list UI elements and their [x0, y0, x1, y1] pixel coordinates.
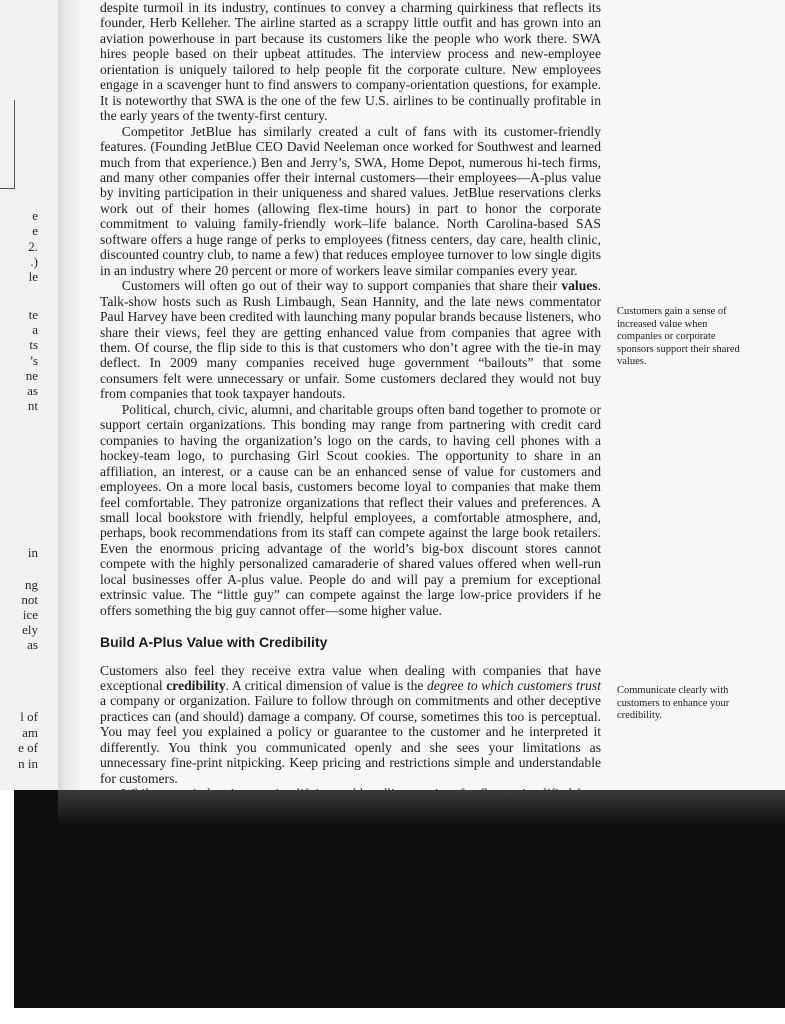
key-term-credibility: credibility [166, 678, 226, 694]
facing-fragment: ’s [29, 353, 38, 368]
text-run: Customers also feel they receive extra value when dealing with companies that have exceptional [100, 662, 601, 694]
facing-fragment: ts [29, 337, 38, 352]
paragraph [100, 663, 601, 787]
section-heading: Build A-Plus Value with Credibility [100, 634, 328, 651]
facing-fragment: a [32, 322, 38, 337]
facing-fragment: e of [18, 740, 38, 755]
facing-page-rule [0, 100, 15, 189]
facing-fragment: e [32, 223, 38, 238]
facing-fragment: ne [25, 368, 38, 383]
margin-note: Customers gain a sense of increased value when companies or corporate sponsors support their shared values. [617, 306, 740, 368]
facing-fragment: ice [22, 607, 38, 622]
facing-fragment: ng [25, 577, 38, 592]
text-run: . A critical dimension of value is the [225, 678, 427, 694]
body-text-column [100, 0, 601, 848]
key-term-values: values [561, 278, 598, 294]
scanner-shadow-edge [58, 790, 785, 824]
facing-fragment: le [28, 269, 38, 284]
facing-fragment: e [32, 208, 38, 223]
facing-fragment: ely [22, 622, 38, 637]
facing-fragment: nt [27, 398, 38, 413]
paragraph: despite turmoil in its industry, continues to convey a charming quirkiness that reflects its founder, Herb Kelleher. The airline started as a scrappy little outfit and has grown into an aviation powerhouse in part because its customers like the people who work there. SWA hires people based on their upbeat attitudes. The interview process and new-employee orientation is uniquely tailored to help people fit the corporate culture. New employees engage in a scavenger hunt to find answers to company-orientation questions, for example. It is noteworthy that SWA is the one of the few U.S. airlines to be continually profitable in the early years of the twenty-first century. [100, 0, 601, 124]
facing-fragment: te [28, 307, 38, 322]
text-run: . Talk-show hosts such as Rush Limbaugh, Sean Hannity, and the late news commentator Paul Harvey have been credited with launching many popular brands because listeners, who share their views, feel they are getting enhanced value from companies that agree with them. Of course, the flip side to this is that customers who don’t agree with the tie-in may deflect. In 2009 many companies received huge government “bailouts” that some consumers felt were unnecessary or unfair. Some customers declared they would not buy from companies that took taxpayer handouts. [100, 278, 601, 402]
text-run: Customers will often go out of their way to support companies that share their [121, 278, 562, 294]
facing-fragment: as [27, 637, 38, 652]
facing-fragment: 2. [28, 239, 38, 254]
paragraph [100, 278, 601, 402]
emphasis: degree to which customers trust [427, 678, 601, 694]
facing-fragment: n in [18, 756, 38, 771]
facing-fragment: l of [20, 709, 38, 724]
paragraph: Competitor JetBlue has similarly created a cult of fans with its customer-friendly features. (Founding JetBlue CEO David Neeleman once worked for Southwest and learned much from that experience.) Ben and Jerry’s, SWA, Home Depot, numerous hi-tech firms, and many other companies offer their internal customers—their employees—A-plus value by inviting participation in their uniqueness and shared values. JetBlue reservations clerks work out of their homes (allowing flex-time hours) in part to honor the corporate commitment to valuing family-friendly work–life balance. North Carolina-based SAS software offers a huge range of perks to employees (fitness centers, day care, health clinic, discounted country club, to name a few) that reduces employee turnover to low single digits in an industry where 20 percent or more of workers leave similar companies every year. [100, 123, 601, 278]
text-run: a company or organization. Failure to follow through on commitments and other deceptive practices can (and should) damage a company. Of course, sometimes this too is perceptual. You may feel you explained a policy or guarantee to the customer and he interpreted it differently. You think you communicated openly and she sees your limitations as unnecessary fine-print nitpicking. Keep pricing and restrictions simple and understandable for customers. [100, 693, 601, 786]
facing-fragment: am [22, 725, 38, 740]
facing-fragment: .) [30, 254, 38, 269]
facing-fragment: as [27, 383, 38, 398]
margin-note: Communicate clearly with customers to enhance your credibility. [617, 685, 730, 722]
facing-fragment: in [27, 545, 38, 560]
facing-fragment: not [21, 592, 38, 607]
book-gutter-shadow [58, 0, 82, 790]
paragraph: Political, church, civic, alumni, and charitable groups often band together to promote or support certain organizations. This bonding may range from partnering with credit card companies to having the organization’s logo on the cards, to having cell phones with a hockey-team logo, to purchasing Girl Scout cookies. The opportunity to share in an affiliation, an interest, or a cause can be an enhanced sense of value for customers and employees. On a more local basis, customers become loyal to companies that make them feel comfortable. They patronize organizations that reflect their values and preferences. A small local bookstore with friendly, helpful employees, a comfortable atmosphere, and, perhaps, book recommendations from its staff can compete against the large book retailers. Even the enormous pricing advantage of the world’s big-box discount stores cannot compete with the highly personalized camaraderie of shared values offered when well-run local businesses offer A-plus value. People do and will pay a premium for exceptional extrinsic value. The “little guy” can compete against the large low-price providers if he offers something the big guy cannot offer—some higher value. [100, 401, 601, 618]
